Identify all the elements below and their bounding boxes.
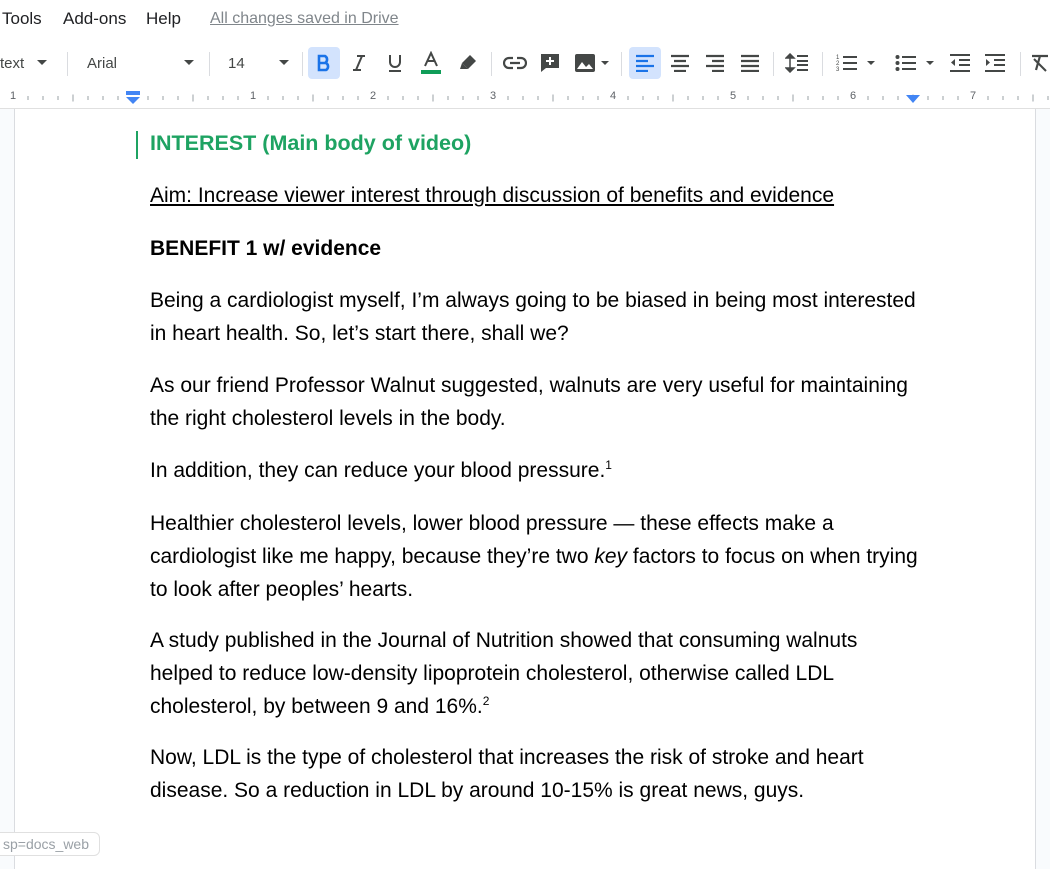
numbered-list-icon (836, 53, 858, 73)
add-comment-icon (539, 52, 561, 74)
font-size-value: 14 (228, 54, 245, 72)
bulleted-list-button[interactable] (889, 38, 941, 88)
chevron-down-icon (866, 60, 876, 67)
ruler-ticks (0, 88, 1050, 108)
text-cursor (136, 131, 138, 159)
text-color-icon (420, 51, 442, 75)
image-icon (574, 53, 596, 73)
svg-text:3: 3 (836, 67, 840, 73)
chevron-down-icon (183, 59, 195, 67)
menu-help[interactable]: Help (146, 9, 181, 28)
align-center-button[interactable] (664, 38, 696, 88)
text-color-button[interactable] (415, 38, 447, 88)
svg-text:1: 1 (836, 55, 840, 61)
font-dropdown[interactable] (76, 38, 201, 88)
paragraph-text: Healthier cholesterol levels, lower blood pressure — these effects make a cardiologist like me happy, because they’re two (150, 512, 834, 568)
subheading: BENEFIT 1 w/ evidence (150, 237, 382, 260)
left-indent-marker-icon[interactable] (125, 91, 141, 105)
toolbar-divider (491, 52, 492, 76)
document-page[interactable] (14, 109, 1036, 869)
status-chip: sp=docs_web (0, 832, 100, 856)
bold-icon (316, 54, 332, 72)
paragraph (150, 507, 920, 606)
chevron-down-icon (925, 60, 935, 67)
chevron-down-icon (278, 59, 290, 67)
footnote-ref[interactable]: 2 (482, 694, 490, 708)
toolbar-divider (822, 52, 823, 76)
align-left-icon (635, 54, 655, 72)
svg-text:2: 2 (836, 61, 840, 67)
style-dropdown[interactable] (0, 38, 60, 88)
paragraph: Now, LDL is the type of cholesterol that increases the risk of stroke and heart disease. So a reduction in LDL by around 10-15% is great news, guys. (150, 746, 864, 802)
chevron-down-icon (36, 59, 48, 67)
style-dropdown-value: text (0, 54, 25, 72)
highlight-button[interactable] (453, 38, 483, 88)
font-size-dropdown[interactable] (218, 38, 298, 88)
insert-image-button[interactable] (569, 38, 615, 88)
align-right-button[interactable] (699, 38, 731, 88)
ruler-label: 6 (849, 90, 857, 102)
paragraph-text: In addition, they can reduce your blood pressure. (150, 459, 606, 482)
underline-button[interactable] (380, 38, 410, 88)
paragraph-text: factors to focus on when trying to look after peoples’ hearts. (150, 545, 918, 601)
underline-icon (386, 53, 404, 73)
toolbar-divider (621, 52, 622, 76)
justify-icon (740, 54, 760, 72)
chevron-down-icon (600, 60, 610, 67)
font-dropdown-value: Arial (87, 54, 118, 72)
italic-icon (351, 54, 367, 72)
bold-button[interactable] (308, 47, 340, 79)
insert-link-button[interactable] (499, 38, 531, 88)
paragraph-text: A study published in the Journal of Nutrition showed that consuming walnuts helped to reduce low-density lipoprotein cholesterol, otherwise called LDL cholesterol, by between 9 and 16%. (150, 629, 858, 718)
menu-addons[interactable]: Add-ons (63, 9, 127, 28)
toolbar-divider (209, 52, 210, 76)
add-comment-button[interactable] (535, 38, 565, 88)
ruler-label: 1 (9, 90, 17, 102)
increase-indent-icon (984, 53, 1006, 73)
justify-button[interactable] (734, 38, 766, 88)
clear-formatting-button[interactable] (1028, 38, 1050, 88)
save-status-link[interactable]: All changes saved in Drive (210, 10, 399, 27)
numbered-list-button[interactable] (830, 38, 882, 88)
section-heading: INTEREST (Main body of video) (150, 131, 472, 155)
ruler-label: 7 (969, 90, 977, 102)
paragraph (150, 454, 920, 487)
align-left-button[interactable] (629, 47, 661, 79)
ruler-label: 3 (489, 90, 497, 102)
decrease-indent-icon (949, 53, 971, 73)
emphasis-text: key (594, 545, 628, 568)
toolbar (0, 38, 1050, 88)
menu-bar (0, 0, 1050, 38)
link-icon (503, 56, 527, 70)
toolbar-divider (302, 52, 303, 76)
highlighter-icon (458, 53, 478, 73)
increase-indent-button[interactable] (979, 38, 1011, 88)
right-indent-marker-icon[interactable] (905, 94, 921, 104)
paragraph: Being a cardiologist myself, I’m always going to be biased in being most interested in heart health. So, let’s start there, shall we? (150, 289, 916, 345)
line-spacing-button[interactable] (781, 38, 813, 88)
aim-line: Aim: Increase viewer interest through discussion of benefits and evidence (150, 184, 835, 207)
toolbar-divider (67, 52, 68, 76)
toolbar-divider (1020, 52, 1021, 76)
italic-button[interactable] (344, 38, 374, 88)
decrease-indent-button[interactable] (944, 38, 976, 88)
ruler-label: 2 (369, 90, 377, 102)
ruler-label: 5 (729, 90, 737, 102)
paragraph (150, 624, 920, 723)
ruler-label: 1 (249, 90, 257, 102)
paragraph: As our friend Professor Walnut suggested, walnuts are very useful for maintaining the right cholesterol levels in the body. (150, 374, 908, 430)
align-center-icon (670, 54, 690, 72)
bulleted-list-icon (895, 53, 917, 73)
align-right-icon (705, 54, 725, 72)
toolbar-divider (773, 52, 774, 76)
menu-tools[interactable]: Tools (2, 9, 42, 28)
line-spacing-icon (785, 53, 809, 73)
clear-formatting-icon (1028, 53, 1050, 73)
footnote-ref[interactable]: 1 (605, 458, 612, 472)
ruler[interactable] (0, 88, 1050, 109)
ruler-label: 4 (609, 90, 617, 102)
